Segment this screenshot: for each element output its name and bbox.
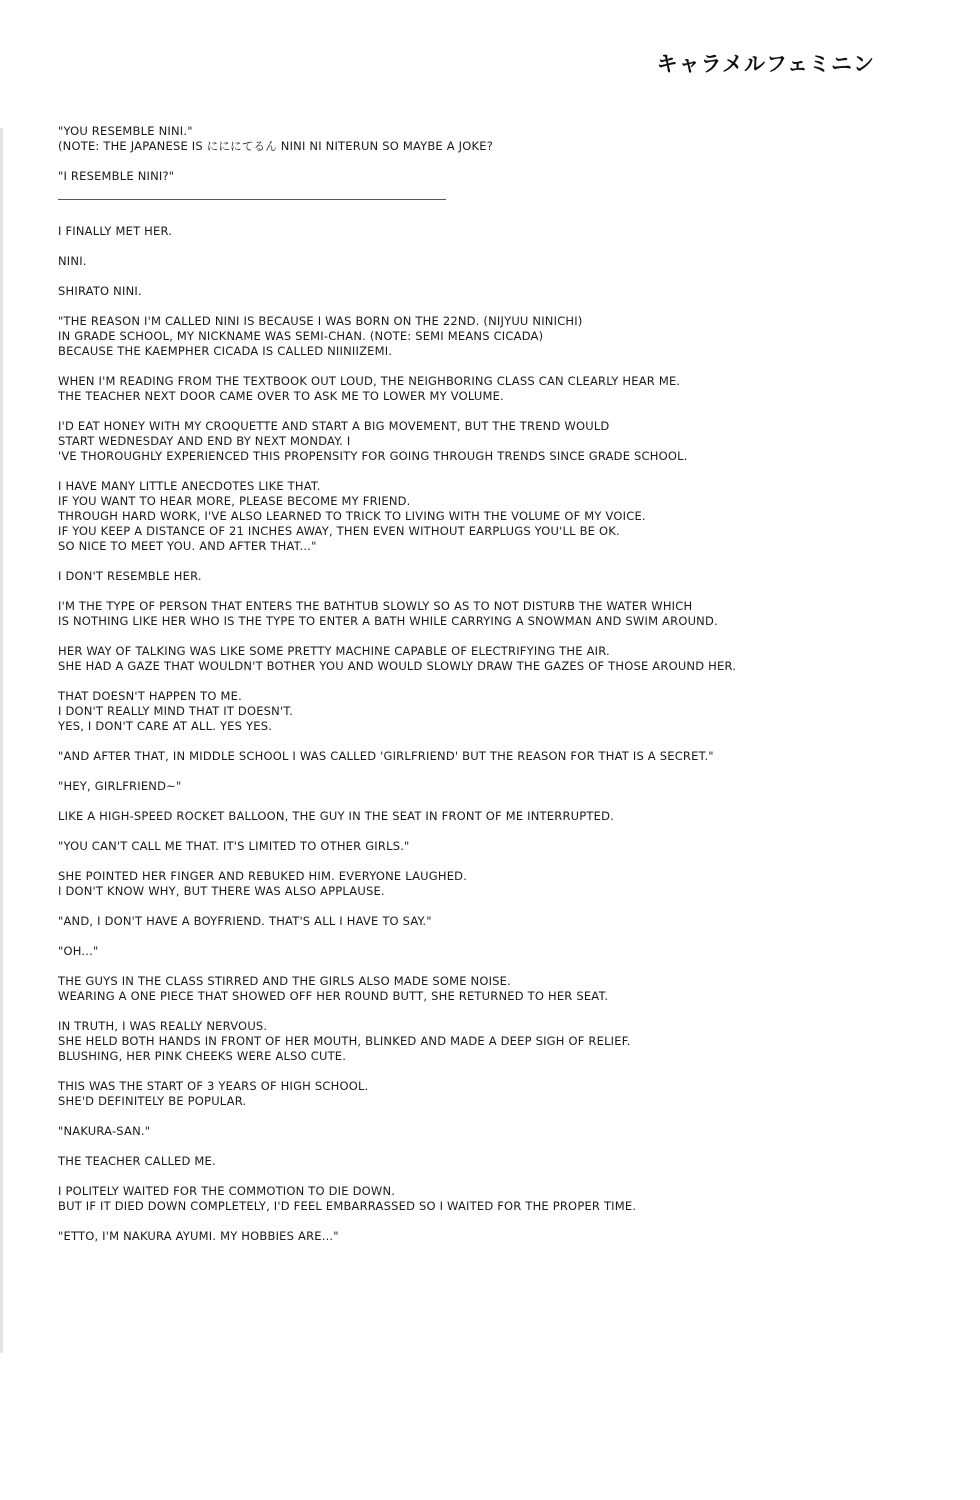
paragraph [58,944,938,959]
paragraph [58,809,938,824]
text-line: SHIRATO NINI. [58,284,142,298]
paragraph [58,1079,938,1109]
paragraph [58,869,938,899]
text-line: I DON'T REALLY MIND THAT IT DOESN'T. [58,704,294,718]
text-line: (NOTE: THE JAPANESE IS にににてるん NINI NI NITERUN SO MAYBE A JOKE? [58,139,494,153]
paragraph [58,224,938,239]
text-line: THIS WAS THE START OF 3 YEARS OF HIGH SCHOOL. [58,1079,369,1093]
text-line: 'VE THOROUGHLY EXPERIENCED THIS PROPENSITY FOR GOING THROUGH TRENDS SINCE GRADE SCHOOL. [58,449,688,463]
text-line: SHE HELD BOTH HANDS IN FRONT OF HER MOUTH, BLINKED AND MADE A DEEP SIGH OF RELIEF. [58,1034,631,1048]
text-line: "I RESEMBLE NINI?" [58,169,175,183]
paragraph [58,1019,938,1064]
paragraph [58,1184,938,1214]
paragraph [58,749,938,764]
text-line: NINI. [58,254,87,268]
text-line: SHE'D DEFINITELY BE POPULAR. [58,1094,247,1108]
paragraph [58,599,938,629]
text-line: HER WAY OF TALKING WAS LIKE SOME PRETTY MACHINE CAPABLE OF ELECTRIFYING THE AIR. [58,644,610,658]
text-line: I DON'T KNOW WHY, BUT THERE WAS ALSO APPLAUSE. [58,884,385,898]
text-line: IN GRADE SCHOOL, MY NICKNAME WAS SEMI-CHAN. (NOTE: SEMI MEANS CICADA) [58,329,544,343]
paragraph [58,284,938,299]
paragraph [58,124,938,154]
section-divider [58,199,446,200]
text-line: "HEY, GIRLFRIEND~" [58,779,182,793]
paragraph [58,169,938,184]
paragraph [58,479,938,554]
page-header-logo: キャラメルフェミニン [656,52,875,76]
text-line: IS NOTHING LIKE HER WHO IS THE TYPE TO ENTER A BATH WHILE CARRYING A SNOWMAN AND SWIM AROUND. [58,614,718,628]
text-line: START WEDNESDAY AND END BY NEXT MONDAY. I [58,434,351,448]
text-line: "AND AFTER THAT, IN MIDDLE SCHOOL I WAS CALLED 'GIRLFRIEND' BUT THE REASON FOR THAT IS A SECRET." [58,749,714,763]
intro-section [58,124,938,184]
paragraph [58,974,938,1004]
text-line: SHE HAD A GAZE THAT WOULDN'T BOTHER YOU AND WOULD SLOWLY DRAW THE GAZES OF THOSE AROUND HER. [58,659,737,673]
text-line: SO NICE TO MEET YOU. AND AFTER THAT..." [58,539,317,553]
paragraph [58,254,938,269]
paragraph [58,779,938,794]
left-margin-rule [0,128,3,1353]
text-line: IF YOU WANT TO HEAR MORE, PLEASE BECOME MY FRIEND. [58,494,411,508]
text-line: IN TRUTH, I WAS REALLY NERVOUS. [58,1019,268,1033]
paragraph [58,1229,938,1244]
text-line: THE TEACHER CALLED ME. [58,1154,216,1168]
text-line: "OH..." [58,944,99,958]
text-line: IF YOU KEEP A DISTANCE OF 21 INCHES AWAY, THEN EVEN WITHOUT EARPLUGS YOU'LL BE OK. [58,524,620,538]
document-body [58,124,938,1259]
text-line: I POLITELY WAITED FOR THE COMMOTION TO DIE DOWN. [58,1184,396,1198]
text-line: THE TEACHER NEXT DOOR CAME OVER TO ASK ME TO LOWER MY VOLUME. [58,389,504,403]
text-line: THAT DOESN'T HAPPEN TO ME. [58,689,242,703]
story-section [58,224,938,1244]
text-line: THE GUYS IN THE CLASS STIRRED AND THE GIRLS ALSO MADE SOME NOISE. [58,974,511,988]
paragraph [58,569,938,584]
text-line: "YOU RESEMBLE NINI." [58,124,193,138]
paragraph [58,1124,938,1139]
text-line: YES, I DON'T CARE AT ALL. YES YES. [58,719,273,733]
paragraph [58,314,938,359]
text-line: BUT IF IT DIED DOWN COMPLETELY, I'D FEEL EMBARRASSED SO I WAITED FOR THE PROPER TIME. [58,1199,637,1213]
paragraph [58,419,938,464]
text-line: "THE REASON I'M CALLED NINI IS BECAUSE I WAS BORN ON THE 22ND. (NIJYUU NINICHI) [58,314,583,328]
text-line: "YOU CAN'T CALL ME THAT. IT'S LIMITED TO OTHER GIRLS." [58,839,410,853]
text-line: "AND, I DON'T HAVE A BOYFRIEND. THAT'S ALL I HAVE TO SAY." [58,914,432,928]
text-line: BLUSHING, HER PINK CHEEKS WERE ALSO CUTE. [58,1049,347,1063]
text-line: "NAKURA-SAN." [58,1124,151,1138]
paragraph [58,914,938,929]
text-line: LIKE A HIGH-SPEED ROCKET BALLOON, THE GUY IN THE SEAT IN FRONT OF ME INTERRUPTED. [58,809,614,823]
paragraph [58,374,938,404]
paragraph [58,644,938,674]
text-line: THROUGH HARD WORK, I'VE ALSO LEARNED TO TRICK TO LIVING WITH THE VOLUME OF MY VOICE. [58,509,646,523]
text-line: WEARING A ONE PIECE THAT SHOWED OFF HER ROUND BUTT, SHE RETURNED TO HER SEAT. [58,989,609,1003]
text-line: I DON'T RESEMBLE HER. [58,569,202,583]
text-line: "ETTO, I'M NAKURA AYUMI. MY HOBBIES ARE..." [58,1229,339,1243]
text-line: SHE POINTED HER FINGER AND REBUKED HIM. EVERYONE LAUGHED. [58,869,468,883]
text-line: WHEN I'M READING FROM THE TEXTBOOK OUT LOUD, THE NEIGHBORING CLASS CAN CLEARLY HEAR ME. [58,374,681,388]
text-line: BECAUSE THE KAEMPHER CICADA IS CALLED NIINIIZEMI. [58,344,393,358]
text-line: I HAVE MANY LITTLE ANECDOTES LIKE THAT. [58,479,321,493]
paragraph [58,689,938,734]
text-line: I'D EAT HONEY WITH MY CROQUETTE AND START A BIG MOVEMENT, BUT THE TREND WOULD [58,419,610,433]
text-line: I FINALLY MET HER. [58,224,173,238]
paragraph [58,839,938,854]
paragraph [58,1154,938,1169]
text-line: I'M THE TYPE OF PERSON THAT ENTERS THE BATHTUB SLOWLY SO AS TO NOT DISTURB THE WATER WHICH [58,599,693,613]
